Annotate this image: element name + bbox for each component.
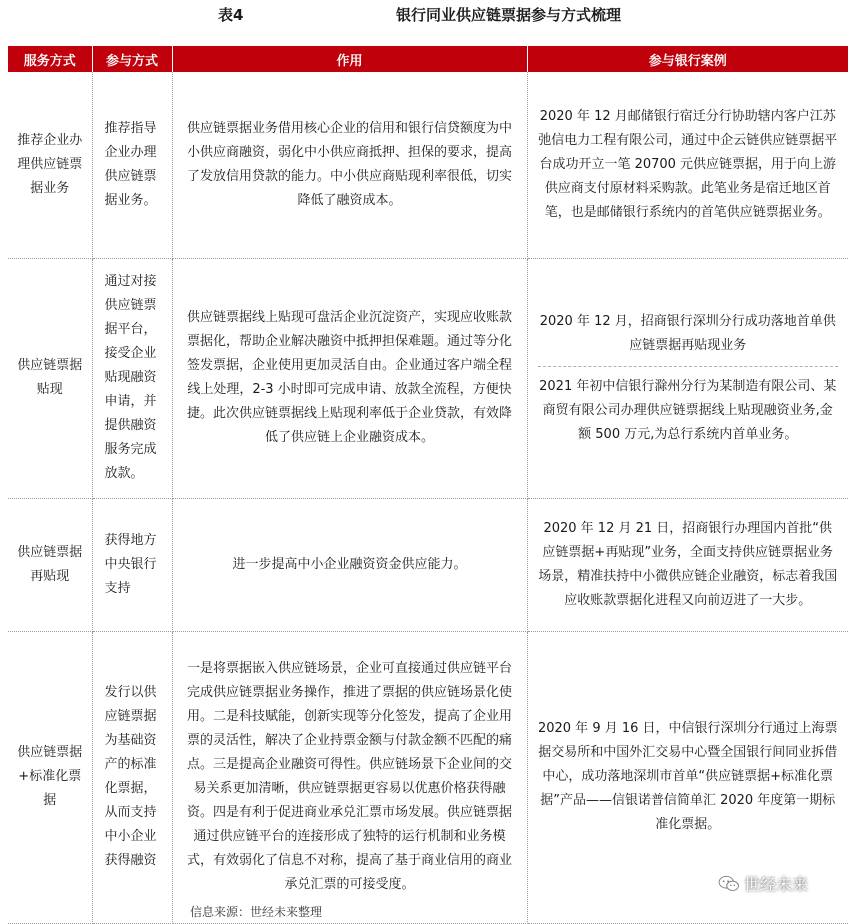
case-text: 2020 年 12 月邮储银行宿迁分行协助辖内客户江苏弛信电力工程有限公司，通过中企云链供应链票据平台成功开立一笔 20700 元供应链票据，用于向上游供应商支付原材料采购款。此笔业务是宿迁地区首笔，也是邮储银行系统内的首笔供应链票据业务。 — [538, 108, 838, 220]
participation-table — [8, 46, 848, 924]
table-row — [8, 258, 848, 498]
watermark-text: 世经未来 — [744, 875, 809, 894]
case-text: 2020 年 12 月，招商银行深圳分行成功落地首单供应链票据再贴现业务 — [539, 313, 836, 353]
table-row — [8, 72, 848, 258]
column-header: 服务方式 — [8, 46, 92, 72]
case-cell — [527, 498, 848, 631]
case-divider — [538, 366, 839, 367]
column-header: 作用 — [172, 46, 527, 72]
mode-cell: 发行以供应链票据为基础资产的标准化票据，从而支持中小企业获得融资 — [92, 631, 172, 923]
table-header-row — [8, 46, 848, 72]
service-cell: 供应链票据贴现 — [8, 258, 92, 498]
watermark — [718, 872, 808, 895]
case-cell — [527, 258, 848, 498]
mode-cell: 通过对接供应链票据平台，接受企业贴现融资申请，并提供融资服务完成放款。 — [92, 258, 172, 498]
case-cell — [527, 72, 848, 258]
table-number: 表4 — [218, 6, 244, 24]
role-cell: 供应链票据业务借用核心企业的信用和银行信贷额度为中小供应商融资，弱化中小供应商抵押、担保的要求，提高了发放信用贷款的能力。中小供应商贴现利率很低，切实降低了融资成本。 — [172, 72, 527, 258]
column-header: 参与方式 — [92, 46, 172, 72]
table-title: 银行同业供应链票据参与方式梳理 — [396, 6, 622, 24]
case-text: 2021 年初中信银行滁州分行为某制造有限公司、某商贸有限公司办理供应链票据线上贴现融资业务,金额 500 万元,为总行系统内首单业务。 — [539, 378, 837, 442]
case-text: 2020 年 12 月 21 日，招商银行办理国内首批“供应链票据+再贴现”业务，全面支持供应链票据业务场景，精准扶持中小微供应链企业融资，标志着我国应收账款票据化进程又向前迈进了一大步。 — [538, 520, 838, 608]
service-cell: 供应链票据再贴现 — [8, 498, 92, 631]
role-cell: 一是将票据嵌入供应链场景，企业可直接通过供应链平台完成供应链票据业务操作，推进了票据的供应链场景化使用。二是科技赋能，创新实现等分化签发，提高了企业用票的灵活性，解决了企业持票金额与付款金额不匹配的痛点。三是提高企业融资可得性。供应链场景下企业间的交易关系更加清晰，供应链票据更容易以优惠价格获得融资。四是有利于促进商业承兑汇票市场发展。供应链票据通过供应链平台的连接形成了独特的运行机制和业务模式，有效弱化了信息不对称，提高了基于商业信用的商业承兑汇票的可接受度。 — [172, 631, 527, 923]
wechat-icon — [718, 875, 740, 893]
role-cell: 进一步提高中小企业融资资金供应能力。 — [172, 498, 527, 631]
mode-cell: 获得地方中央银行支持 — [92, 498, 172, 631]
column-header: 参与银行案例 — [527, 46, 848, 72]
table-title-row — [0, 0, 855, 32]
mode-cell: 推荐指导企业办理供应链票据业务。 — [92, 72, 172, 258]
source-note: 信息来源：世经未来整理 — [190, 905, 323, 919]
service-cell: 供应链票据+标准化票据 — [8, 631, 92, 923]
role-cell: 供应链票据线上贴现可盘活企业沉淀资产，实现应收账款票据化，帮助企业解决融资中抵押担保难题。通过等分化签发票据，企业使用更加灵活自由。企业通过客户端全程线上处理，2-3 小时即可完成申请、放款全流程，方便快捷。此次供应链票据线上贴现利率低于企业贷款，有效降低了供应链上企业融资成本。 — [172, 258, 527, 498]
case-text: 2020 年 9 月 16 日，中信银行深圳分行通过上海票据交易所和中国外汇交易中心暨全国银行间同业拆借中心，成功落地深圳市首单“供应链票据+标准化票据”产品——信银诺普信简单汇 2020 年度第一期标准化票据。 — [537, 721, 838, 832]
table-row — [8, 498, 848, 631]
service-cell: 推荐企业办理供应链票据业务 — [8, 72, 92, 258]
